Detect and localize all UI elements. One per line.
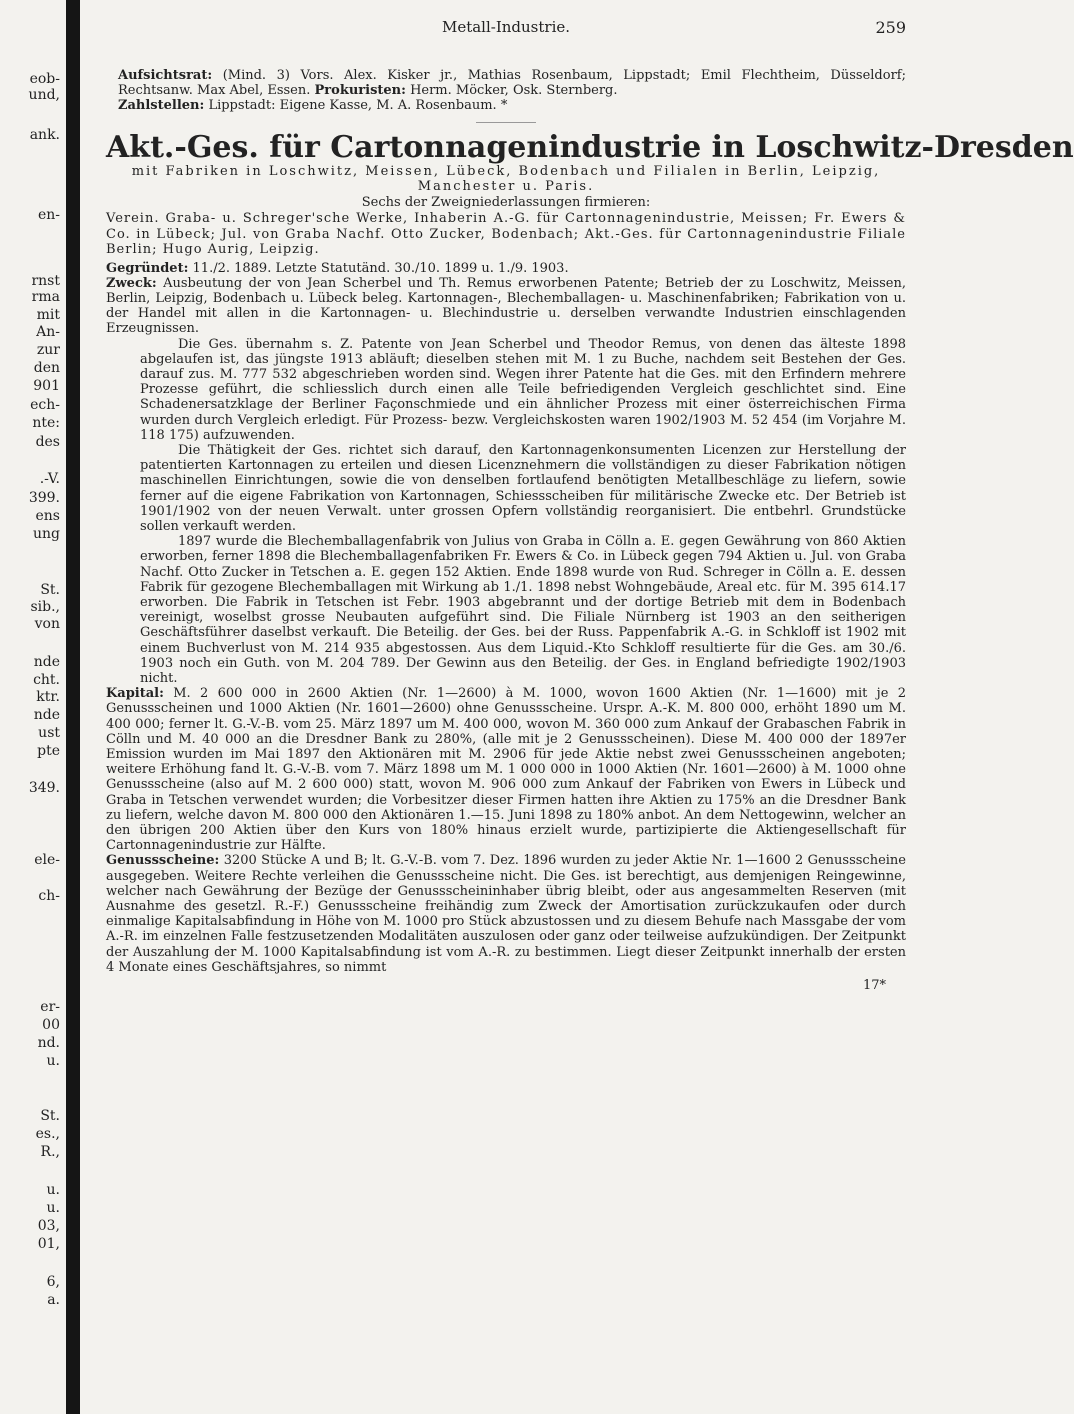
kapital-section (106, 686, 906, 853)
margin-fragment: nte: (32, 415, 60, 431)
running-header (106, 18, 906, 42)
margin-fragment: zur (36, 342, 60, 358)
zweck-paragraph-acquisitions: 1897 wurde die Blechemballagenfabrik von Julius von Graba in Cölln a. E. gegen Gewährung von 860 Aktien erworben, ferner 1898 die Blechemballagenfabriken Fr. Ewers & Co. in Lübeck gegen 794 Aktien u. Jul. von Graba Nachf. Otto Zucker in Tetschen a. E. gegen 152 Aktien. Ende 1898 wurde von Rud. Schreger in Cölln a. E. dessen Fabrik für gezogene Blechemballagen mit Wirkung ab 1./1. 1898 nebst Wohngebäude, Areal etc. für M. 395 614.17 erworben. Die Fabrik in Tetschen ist Febr. 1903 abgebrannt und der dortige Betrieb mit dem in Bodenbach vereinigt, woselbst grosse Neubauten aufgeführt sind. Die Filiale Nürnberg ist 1903 an den seitherigen Geschäftsführer daselbst verkauft. Die Beteilig. der Ges. bei der Russ. Pappenfabrik A.-G. in Schkloff ist 1902 mit einem Buchverlust von M. 214 935 abgestossen. Aus dem Liquid.-Kto Schkloff resultierte für die Ges. am 30./6. 1903 noch ein Guth. von M. 204 789. Der Gewinn aus den Beteilig. der Ges. in England befriedigte 1902/1903 nicht. (140, 534, 906, 686)
previous-entry-tail (106, 68, 906, 113)
margin-fragment: St. (40, 582, 60, 598)
margin-fragment: 399. (28, 490, 60, 506)
margin-fragment: rma (31, 289, 60, 305)
margin-fragment: 03, (37, 1218, 60, 1234)
prokuristen-label: Prokuristen: (314, 83, 406, 99)
margin-fragment: en- (37, 207, 60, 223)
margin-fragment: nd. (37, 1035, 60, 1051)
margin-fragment: u. (46, 1053, 60, 1069)
margin-fragment: sib., (30, 599, 60, 615)
margin-fragment: a. (47, 1292, 60, 1308)
gegruendet-text: 11./2. 1889. Letzte Statutänd. 30./10. 1899 u. 1./9. 1903. (192, 260, 569, 276)
margin-fragment: rnst (31, 273, 60, 289)
margin-fragment: mit (36, 307, 60, 323)
zweck-label: Zweck: (106, 275, 157, 291)
zahlstellen-text: Lippstadt: Eigene Kasse, M. A. Rosenbaum. * (208, 98, 508, 114)
margin-fragment: 00 (42, 1017, 60, 1033)
margin-fragment: und, (28, 87, 60, 103)
margin-fragment: ung (33, 526, 60, 542)
separator-rule (476, 122, 536, 123)
margin-fragment: An- (36, 324, 60, 340)
book-spine-shadow (66, 0, 80, 1414)
margin-fragment: 349. (28, 780, 60, 796)
signature-mark: 17* (862, 978, 886, 994)
margin-fragment: ktr. (36, 689, 60, 705)
margin-fragment: 01, (37, 1236, 60, 1252)
section-title: Metall-Industrie. (441, 18, 571, 36)
company-subtitle: mit Fabriken in Loschwitz, Meissen, Lübeck, Bodenbach und Filialen in Berlin, Leipzig, Manchester u. Paris. (131, 164, 881, 195)
margin-fragment: er- (40, 999, 60, 1015)
margin-fragment: ech- (30, 397, 60, 413)
branches-heading: Sechs der Zweigniederlassungen firmieren: (361, 195, 651, 211)
zweck-text: Ausbeutung der von Jean Scherbel und Th. Remus erworbenen Patente; Betrieb der zu Loschwitz, Meissen, Berlin, Leipzig, Bodenbach u. Lübeck beleg. Kartonnagen-, Blechemballagen- u. Maschinenfabriken; Fabrikation von u. der Handel mit allen in die Kartonnagen- u. Blechindustrie u. derselben verwandte Industrien einschlagenden Erzeugnissen. (106, 275, 906, 337)
margin-fragment: des (35, 434, 60, 450)
adjacent-page-margin (0, 0, 64, 1414)
margin-fragment: ens (35, 508, 60, 524)
kapital-label: Kapital: (106, 686, 164, 702)
margin-fragment: St. (40, 1108, 60, 1124)
branches-text: Verein. Graba- u. Schreger'sche Werke, Inhaberin A.-G. für Cartonnagenindustrie, Meissen; Fr. Ewers & Co. in Lübeck; Jul. von Graba Nachf. Otto Zucker, Bodenbach; Akt.-Ges. für Cartonnagenindustrie Filiale Berlin; Hugo Aurig, Leipzig. (106, 211, 906, 258)
margin-fragment: es., (35, 1126, 60, 1142)
gegruendet-label: Gegründet: (106, 260, 189, 276)
margin-fragment: .-V. (39, 471, 60, 487)
margin-fragment: ele- (34, 852, 60, 868)
aufsichtsrat-label: Aufsichtsrat: (118, 68, 213, 83)
zweck-paragraph-patents: Die Ges. übernahm s. Z. Patente von Jean Scherbel und Theodor Remus, von denen das älteste 1898 abgelaufen ist, das jüngste 1913 abläuft; dieselben stehen mit M. 1 zu Buche, nachdem seit Bestehen der Ges. darauf zus. M. 777 532 abgeschrieben worden sind. Wegen ihrer Patente hat die Ges. mit den Erfindern mehrere Prozesse geführt, die schliesslich durch einen alle Teile befriedigenden Vergleich geschlichtet sind. Eine Schadenersatzklage der Berliner Façonschmiede und ein ähnlicher Prozess mit einer österreichischen Firma wurden durch Vergleich erledigt. Für Prozess- bezw. Vergleichskosten waren 1902/1903 M. 52 454 (im Vorjahre M. 118 175) aufzuwenden. (140, 336, 906, 443)
prokuristen-text: Herm. Möcker, Osk. Sternberg. (410, 83, 618, 99)
margin-fragment: u. (46, 1200, 60, 1216)
gegruendet-section (106, 261, 906, 276)
margin-fragment: ust (38, 725, 60, 741)
margin-fragment: 6, (46, 1274, 60, 1290)
genussscheine-text: 3200 Stücke A und B; lt. G.-V.-B. vom 7. Dez. 1896 wurden zu jeder Aktie Nr. 1—1600 2 Genussscheine ausgegeben. Weitere Rechte verleihen die Genussscheine nicht. Die Ges. ist berechtigt, aus demjenigen Reingewinne, welcher nach Gewährung der Bezüge der Genussscheininhaber übrig bleibt, oder aus angesammelten Reserven (mit Ausnahme des gesetzl. R.-F.) Genussscheine freihändig zum Zweck der Amortisation zurückzukaufen oder durch einmalige Kapitalsabfindung in Höhe von M. 1000 pro Stück abzustossen und zu diesem Behufe nach Massgabe der vom A.-R. im einzelnen Falle festzusetzenden Modalitäten auszulosen oder ganz oder teilweise aufzukündigen. Der Zeitpunkt der Auszahlung der M. 1000 Kapitalsabfindung ist vom A.-R. zu bestimmen. Liegt dieser Zeitpunkt innerhalb der ersten 4 Monate eines Geschäftsjahres, so nimmt (106, 853, 906, 975)
margin-fragment: eob- (29, 71, 60, 87)
zahlstellen-label: Zahlstellen: (118, 98, 205, 114)
genussscheine-label: Genussscheine: (106, 853, 220, 869)
margin-fragment: cht. (33, 672, 60, 688)
zweck-section (106, 276, 906, 686)
kapital-text: M. 2 600 000 in 2600 Aktien (Nr. 1—2600) à M. 1000, wovon 1600 Aktien (Nr. 1—1600) mit je 2 Genussscheinen und 1000 Aktien (Nr. 1601—2600) ohne Genussscheine. Urspr. A.-K. M. 800 000, erhöht 1890 um M. 400 000; ferner lt. G.-V.-B. vom 25. März 1897 um M. 400 000, wovon M. 360 000 zum Ankauf der Grabaschen Fabrik in Cölln und M. 40 000 an die Dresdner Bank zu 280%, (alle mit je 2 Genussscheinen). Diese M. 400 000 der 1897er Emission wurden im Mai 1897 den Aktionären mit M. 2906 für jede Aktie nebst zwei Genussscheinen angeboten; weitere Erhöhung fand lt. G.-V.-B. vom 7. März 1898 um M. 1 000 000 in 1000 Aktien (Nr. 1601—2600) à M. 1000 ohne Genussscheine (also auf M. 2 600 000) statt, wovon M. 906 000 zum Ankauf der Fabriken von Ewers in Lübeck und Graba in Tetschen verwendet wurden; die Vorbesitzer dieser Firmen hatten ihre Aktien zu 175% an die Dresdner Bank zu liefern, welche davon M. 800 000 den Aktionären 1.—15. Juni 1898 zu 180% anbot. An dem Nettogewinn, welcher an den übrigen 200 Aktien über den Kurs von 180% hinaus erzielt wurde, partizipierte die Aktiengesellschaft für Cartonnagenindustrie zur Hälfte. (106, 686, 906, 854)
genussscheine-section (106, 853, 906, 975)
margin-fragment: R., (40, 1144, 60, 1160)
margin-fragment: nde (33, 654, 60, 670)
margin-fragment: nde (33, 707, 60, 723)
page-number: 259 (875, 18, 906, 37)
margin-fragment: 901 (33, 378, 60, 394)
document-page (106, 18, 1074, 1398)
margin-fragment: von (34, 616, 60, 632)
zweck-paragraph-activity: Die Thätigkeit der Ges. richtet sich darauf, den Kartonnagenkonsumenten Licenzen zur Herstellung der patentierten Kartonnagen zu erteilen und diesen Licenznehmern die vollständigen zu dieser Fabrikation nötigen maschinellen Einrichtungen, sowie die von denselben fortlaufend benötigten Metallbeschläge zu liefern, sowie ferner auf die eigene Fabrikation von Kartonnagen, Schiessscheiben für militärische Zwecke etc. Der Betrieb ist 1901/1902 von der neuen Verwalt. unter grossen Opfern vollständig reorganisiert. Die entbehrl. Grundstücke sollen verkauft werden. (140, 442, 906, 534)
margin-fragment: pte (37, 743, 60, 759)
margin-fragment: ank. (29, 127, 60, 143)
company-title: Akt.-Ges. für Cartonnagenindustrie in Loschwitz-Dresden (106, 130, 1074, 166)
margin-fragment: den (33, 360, 60, 376)
aufsichtsrat-text: (Mind. 3) Vors. Alex. Kisker jr., Mathias Rosenbaum, Lippstadt; Emil Flechtheim, Düsseldorf; Rechtsanw. Max Abel, Essen. (118, 68, 906, 99)
margin-fragment: u. (46, 1182, 60, 1198)
margin-fragment: ch- (38, 888, 60, 904)
